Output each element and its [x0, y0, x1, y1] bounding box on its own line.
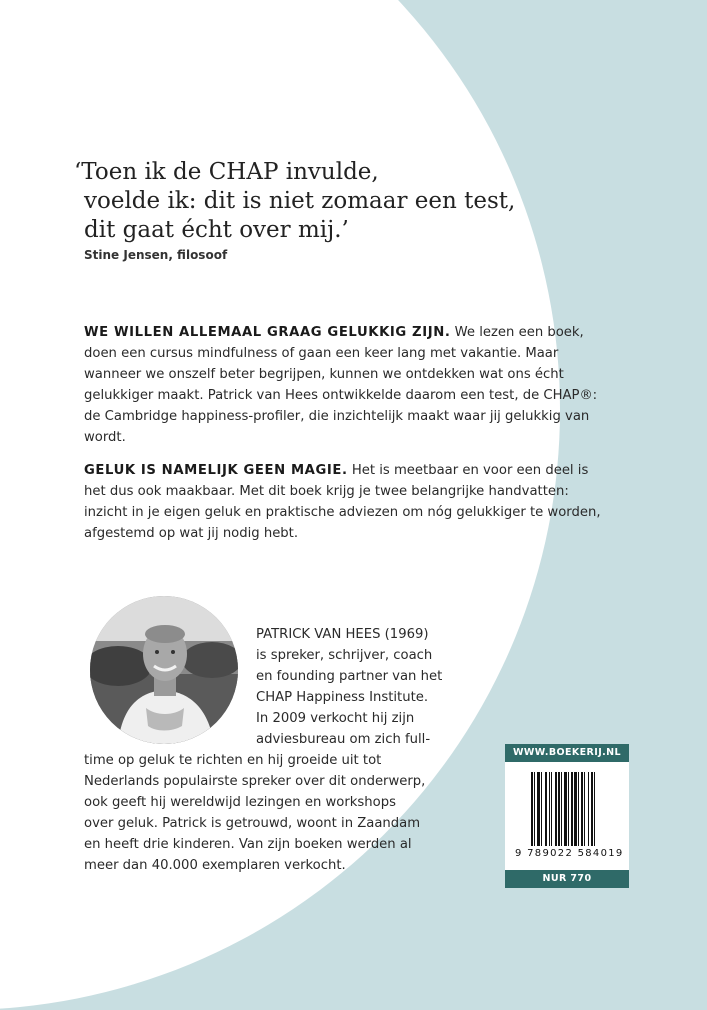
- bio-line: In 2009 verkocht hij zijn: [256, 711, 415, 726]
- blurb-lead: GELUK IS NAMELIJK GEEN MAGIE.: [84, 463, 348, 478]
- blurb-lead: WE WILLEN ALLEMAAL GRAAG GELUKKIG ZIJN.: [84, 325, 451, 340]
- barcode-bars: [531, 772, 623, 846]
- quote-line: dit gaat écht over mij.’: [84, 217, 349, 243]
- blurb-text: Het is meetbaar en voor een deel is het dus ook maakbaar. Met dit boek krijg je twee belangrijke handvatten: inzicht in je eigen geluk en praktische adviezen om nóg gelukkiger te worden, afgestemd op wat jij nodig hebt.: [84, 463, 601, 541]
- quote-attribution: Stine Jensen, filosoof: [84, 248, 228, 262]
- bio-line: is spreker, schrijver, coach: [256, 648, 433, 663]
- quote-line: ‘Toen ik de CHAP invulde,: [74, 159, 379, 185]
- blurb-text: We lezen een boek, doen een cursus mindfulness of gaan een keer lang met vakantie. Maar wanneer we onszelf beter begrijpen, kunnen we ontdekken wat ons écht gelukkiger maakt. Patrick van Hees ontwikkelde daarom een test, de CHAP®: de Cambridge happiness-profiler, die inzichtelijk maakt waar jij gelukkig van wordt.: [84, 325, 598, 445]
- bio-line: over geluk. Patrick is getrouwd, woont in Zaandam: [84, 816, 421, 831]
- bio-line: meer dan 40.000 exemplaren verkocht.: [84, 858, 346, 873]
- quote-line: voelde ik: dit is niet zomaar een test,: [84, 188, 516, 214]
- barcode: [505, 762, 629, 870]
- bio-line: time op geluk te richten en hij groeide uit tot: [84, 753, 382, 768]
- blurb-paragraph: [84, 460, 604, 544]
- barcode-block: [505, 744, 629, 888]
- bio-line: PATRICK VAN HEES (1969): [256, 627, 429, 642]
- nur-code: NUR 770: [505, 870, 629, 888]
- blurb-paragraph: [84, 322, 604, 448]
- bio-line: en founding partner van het: [256, 669, 443, 684]
- bio-line: adviesbureau om zich full-: [256, 732, 431, 747]
- bio-line: Nederlands populairste spreker over dit onderwerp,: [84, 774, 426, 789]
- author-bio: [84, 624, 443, 876]
- bio-line: ook geeft hij wereldwijd lezingen en workshops: [84, 795, 396, 810]
- publisher-url: WWW.BOEKERIJ.NL: [505, 744, 629, 762]
- bio-line: CHAP Happiness Institute.: [256, 690, 429, 705]
- isbn-number: 9 789022 584019: [515, 848, 624, 859]
- quote: [74, 158, 515, 245]
- bio-line: en heeft drie kinderen. Van zijn boeken werden al: [84, 837, 412, 852]
